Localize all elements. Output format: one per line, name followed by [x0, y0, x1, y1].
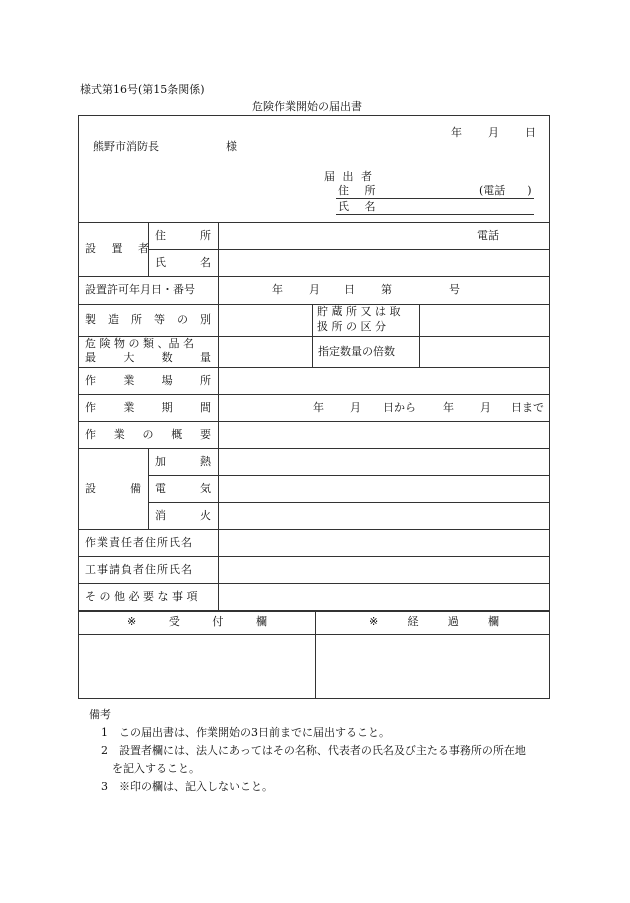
facility-type-label: 製 造 所 等 の 別	[85, 313, 211, 326]
installer-address-label: 住 所	[155, 229, 211, 242]
col-line	[315, 610, 316, 698]
permit-month: 月	[309, 283, 320, 296]
row-line	[79, 367, 549, 368]
contractor-label: 工事請負者住所氏名	[85, 563, 193, 576]
applicant-phone: (電話 )	[479, 184, 532, 197]
row-line	[79, 634, 549, 635]
notes-heading: 備考	[89, 708, 111, 721]
row-line	[79, 583, 549, 584]
equipment-label: 設 備	[85, 482, 141, 495]
form-number: 様式第16号(第15条関係)	[80, 83, 205, 96]
note-item: 3 ※印の欄は、記入しないこと。	[101, 780, 273, 793]
col-line	[312, 304, 313, 367]
permit-year: 年	[272, 283, 283, 296]
progress-label: ※ 経 過 欄	[369, 615, 499, 628]
installer-label: 設 置 者	[85, 242, 155, 255]
storage-class-label-line2: 扱 所 の 区 分	[317, 320, 386, 333]
form-table	[78, 115, 550, 699]
row-line	[79, 394, 549, 395]
other-label: そ の 他 必 要 な 事 項	[85, 590, 198, 603]
period-from-year: 年	[313, 401, 324, 414]
row-line	[79, 448, 549, 449]
date-day: 日	[525, 126, 536, 139]
form-title: 危険作業開始の届出書	[252, 100, 362, 113]
col-line	[148, 448, 149, 529]
row-line	[148, 249, 549, 250]
heating-label: 加 熱	[155, 455, 211, 468]
name-underline	[336, 214, 534, 215]
permit-go: 号	[449, 283, 460, 296]
installer-phone-label: 電話	[477, 229, 499, 242]
addressee: 熊野市消防長	[93, 140, 159, 153]
row-line	[79, 610, 549, 612]
period-from-day: 日から	[383, 401, 416, 414]
row-line	[79, 556, 549, 557]
row-line	[79, 276, 549, 277]
note-item: を記入すること。	[112, 762, 200, 775]
period-to-year: 年	[443, 401, 454, 414]
period-to-day: 日まで	[511, 401, 544, 414]
note-item: 1 この届出書は、作業開始の3日前までに届出すること。	[101, 726, 390, 739]
note-item: 2 設置者欄には、法人にあってはその名称、代表者の氏名及び主たる事務所の所在地	[101, 744, 526, 757]
applicant-label: 届 出 者	[324, 170, 374, 183]
hazmat-label-line2: 最 大 数 量	[85, 351, 211, 364]
col-line	[419, 304, 420, 367]
multiple-label: 指定数量の倍数	[318, 345, 395, 358]
work-period-label: 作 業 期 間	[85, 401, 211, 414]
col-line	[218, 222, 219, 610]
applicant-address-label: 住 所	[338, 184, 382, 197]
row-line	[79, 304, 549, 305]
permit-day: 日	[344, 283, 355, 296]
row-line	[79, 529, 549, 530]
row-line	[148, 502, 549, 503]
date-month: 月	[488, 126, 499, 139]
applicant-name-label: 氏 名	[338, 200, 382, 213]
installer-name-label: 氏 名	[155, 256, 211, 269]
address-underline	[336, 198, 534, 199]
period-from-month: 月	[350, 401, 361, 414]
row-line	[79, 421, 549, 422]
electric-label: 電 気	[155, 482, 211, 495]
addressee-honorific: 様	[226, 140, 237, 153]
row-line	[79, 222, 549, 223]
date-year: 年	[451, 126, 462, 139]
work-place-label: 作 業 場 所	[85, 374, 211, 387]
storage-class-label-line1: 貯 蔵 所 又 は 取	[317, 305, 401, 318]
row-line	[148, 475, 549, 476]
hazmat-label-line1: 危 険 物 の 類 、品 名	[85, 337, 194, 350]
supervisor-label: 作業責任者住所氏名	[85, 536, 193, 549]
period-to-month: 月	[480, 401, 491, 414]
permit-dai: 第	[381, 283, 392, 296]
extinguish-label: 消 火	[155, 509, 211, 522]
permit-label: 設置許可年月日・番号	[85, 283, 195, 296]
reception-label: ※ 受 付 欄	[127, 615, 267, 628]
work-outline-label: 作 業 の 概 要	[85, 428, 211, 441]
